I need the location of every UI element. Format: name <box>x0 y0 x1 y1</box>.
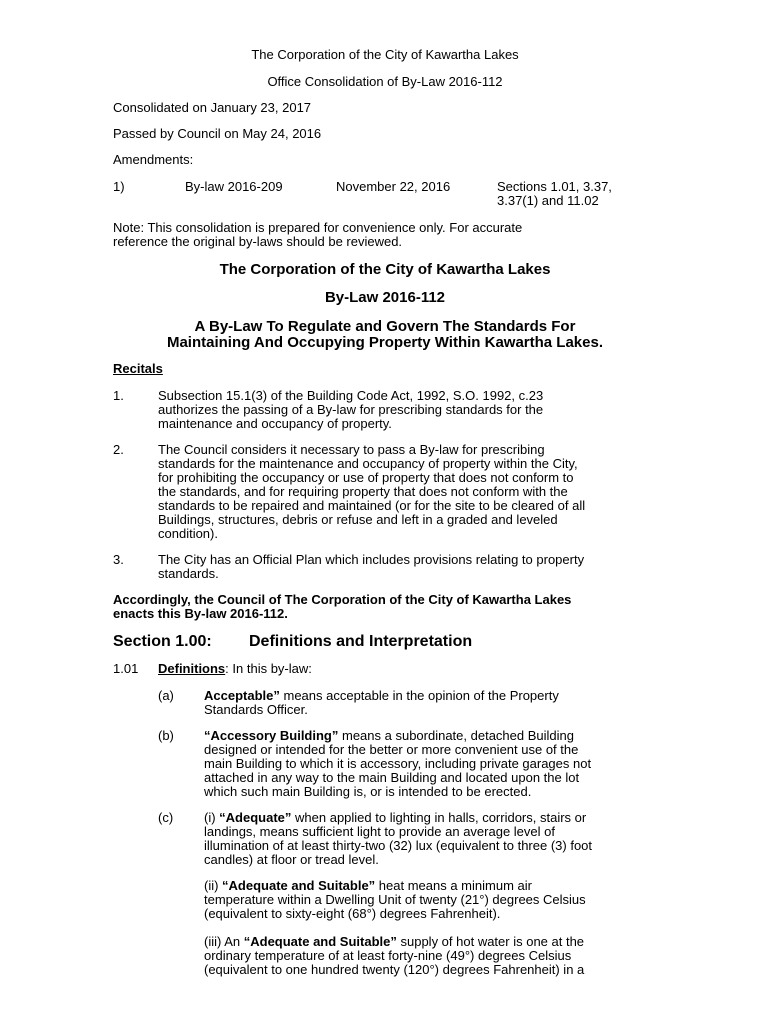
recital-2-line: Buildings, structures, debris or refuse and left in a graded and leveled <box>158 512 558 527</box>
amendments-label: Amendments: <box>113 152 194 167</box>
consolidated-on: Consolidated on January 23, 2017 <box>113 100 312 115</box>
definition-c-ii-text: heat means a minimum air <box>375 878 532 893</box>
recital-1-line: Subsection 15.1(3) of the Building Code Act, 1992, S.O. 1992, c.23 <box>158 388 544 403</box>
definition-b-label: (b) <box>158 728 174 743</box>
definition-c-iii-line1 <box>204 935 584 949</box>
amendment-bylaw: By-law 2016-209 <box>185 179 283 194</box>
definition-c-i-line3: illumination of at least thirty-two (32) lux (equivalent to three (3) foot <box>204 838 593 853</box>
definition-c-i-text: when applied to lighting in halls, corridors, stairs or <box>291 810 587 825</box>
definition-c-ii-line3: (equivalent to sixty-eight (68°) degrees Fahrenheit). <box>204 906 501 921</box>
recital-1-number: 1. <box>113 388 124 403</box>
recital-2-line: for prohibiting the occupancy or use of property that does not conform to <box>158 470 574 485</box>
title-subtitle-line2: Maintaining And Occupying Property Within Kawartha Lakes. <box>166 334 604 351</box>
definition-a-label: (a) <box>158 688 174 703</box>
definition-c-ii-line1 <box>204 879 532 893</box>
recital-2-line: the standards, and for requiring property that does not conform with the <box>158 484 568 499</box>
recital-3-line: The City has an Official Plan which includes provisions relating to property <box>158 552 585 567</box>
definition-c-ii-prefix: (ii) <box>204 878 223 893</box>
title-corp: The Corporation of the City of Kawartha Lakes <box>219 261 551 278</box>
section-number: Section 1.00: <box>113 633 212 650</box>
title-subtitle-line1: A By-Law To Regulate and Govern The Standards For <box>194 318 576 335</box>
recital-2-line: condition). <box>158 526 218 541</box>
definition-b-text: means a subordinate, detached Building <box>338 728 574 743</box>
definition-c-iii-prefix: (iii) An <box>204 934 244 949</box>
enactment-line1: Accordingly, the Council of The Corporation of the City of Kawartha Lakes <box>113 592 572 607</box>
definition-c-label: (c) <box>158 810 174 825</box>
definition-c-iii-text: supply of hot water is one at the <box>396 934 585 949</box>
recitals-heading: Recitals <box>113 361 163 376</box>
definition-b-line2: designed or intended for the better or more convenient use of the <box>204 742 579 757</box>
recital-3-line: standards. <box>158 566 219 581</box>
definition-c-iii-term: “Adequate and Suitable” <box>243 934 397 949</box>
definition-b-line1 <box>204 729 574 743</box>
amendment-date: November 22, 2016 <box>336 179 451 194</box>
definition-a-line1 <box>204 689 559 703</box>
definition-c-ii-term: “Adequate and Suitable” <box>222 878 376 893</box>
header-consolidation-line: Office Consolidation of By-Law 2016-112 <box>267 74 503 89</box>
recital-2-line: standards for the maintenance and occupancy of property within the City, <box>158 456 578 471</box>
amendment-sections-line1: Sections 1.01, 3.37, <box>497 179 612 194</box>
definition-b-line4: attached in any way to the main Building and located upon the lot <box>204 770 580 785</box>
enactment-line2: enacts this By-law 2016-112. <box>113 606 288 621</box>
recital-3-number: 3. <box>113 552 124 567</box>
note-line2: reference the original by-laws should be reviewed. <box>113 234 403 249</box>
subsection-number: 1.01 <box>113 661 139 676</box>
definition-a-line2: Standards Officer. <box>204 702 308 717</box>
definition-c-i-prefix: (i) <box>204 810 220 825</box>
amendment-number: 1) <box>113 179 125 194</box>
definition-c-i-line1 <box>204 811 586 825</box>
definition-c-i-term: “Adequate” <box>219 810 292 825</box>
recital-2-line: standards to be repaired and maintained (or for the site to be cleared of all <box>158 498 586 513</box>
recital-1-line: maintenance and occupancy of property. <box>158 416 392 431</box>
definition-c-i-line4: candles) at floor or tread level. <box>204 852 379 867</box>
definition-c-iii-line3: (equivalent to one hundred twenty (120°) degrees Fahrenheit) in a <box>204 962 585 977</box>
note-line1: Note: This consolidation is prepared for convenience only. For accurate <box>113 220 523 235</box>
title-bylaw: By-Law 2016-112 <box>324 289 446 306</box>
definition-b-term: “Accessory Building” <box>204 728 339 743</box>
recital-2-line: The Council considers it necessary to pass a By-law for prescribing <box>158 442 545 457</box>
amendment-sections-line2: 3.37(1) and 11.02 <box>497 193 599 208</box>
header-corp-line: The Corporation of the City of Kawartha Lakes <box>251 47 519 62</box>
subsection-rest: : In this by-law: <box>225 661 312 676</box>
definition-a-text: means acceptable in the opinion of the Property <box>279 688 559 703</box>
definition-a-term: Acceptable” <box>204 688 280 703</box>
definition-c-iii-line2: ordinary temperature of at least forty-nine (49°) degrees Celsius <box>204 948 572 963</box>
section-title: Definitions and Interpretation <box>249 633 473 650</box>
definition-b-line5: which such main Building is, or is intended to be erected. <box>204 784 532 799</box>
passed-by: Passed by Council on May 24, 2016 <box>113 126 322 141</box>
subsection-heading <box>158 662 312 676</box>
definition-c-ii-line2: temperature within a Dwelling Unit of twenty (21°) degrees Celsius <box>204 892 586 907</box>
recital-2-number: 2. <box>113 442 124 457</box>
definition-b-line3: main Building to which it is accessory, including private garages not <box>204 756 592 771</box>
definition-c-i-line2: landings, means sufficient light to provide an average level of <box>204 824 555 839</box>
subsection-term: Definitions <box>158 661 226 676</box>
recital-1-line: authorizes the passing of a By-law for prescribing standards for the <box>158 402 544 417</box>
